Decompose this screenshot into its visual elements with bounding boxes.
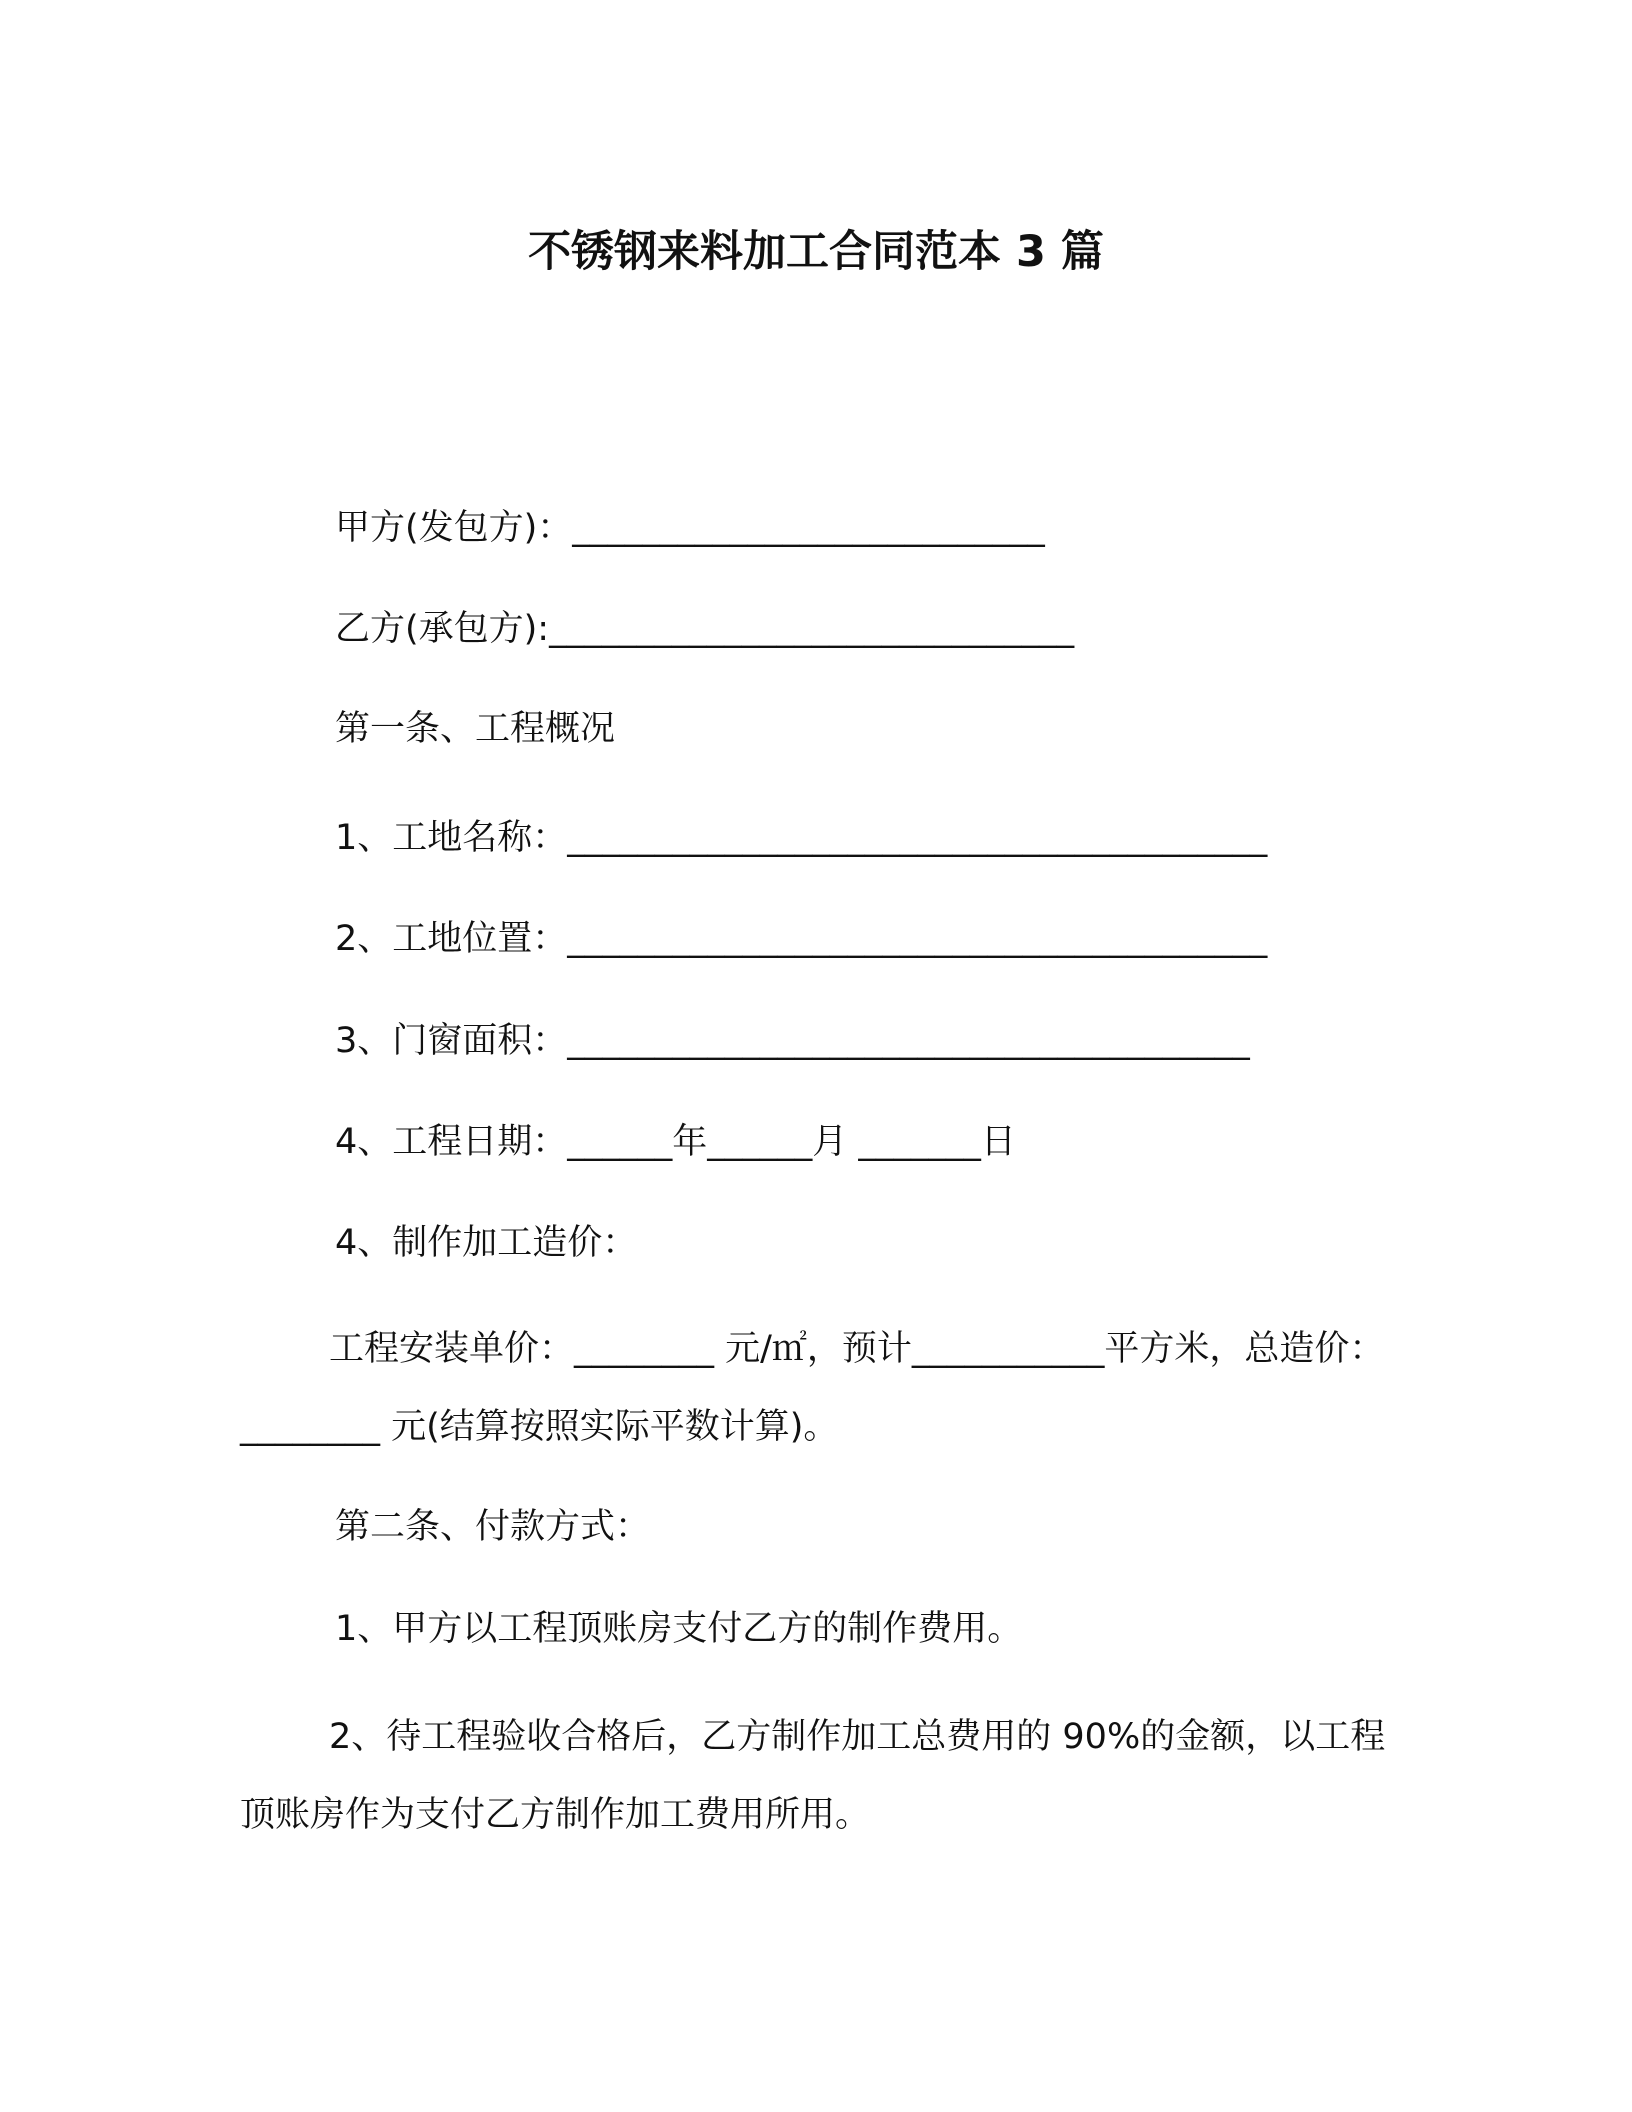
processing-price-heading: 4、制作加工造价： <box>335 1223 638 1263</box>
payment-item-2-paragraph: 2、待工程验收合格后，乙方制作加工总费用的 90%的金额，以工程顶账房作为支付乙方制作加工费用所用。 <box>240 1717 1386 1835</box>
project-date-line: 4、工程日期：______年______月 _______日 <box>335 1122 1016 1162</box>
section-2-heading: 第二条、付款方式： <box>335 1507 651 1547</box>
site-location-line: 2、工地位置：________________________________________ <box>335 919 1268 959</box>
document-title: 不锈钢来料加工合同范本 3 篇 <box>528 227 1104 277</box>
site-name-line: 1、工地名称：________________________________________ <box>335 818 1268 858</box>
section-1-heading: 第一条、工程概况 <box>335 709 616 749</box>
price-paragraph: 工程安装单价：________ 元/㎡，预计___________平方米，总造价：________ 元(结算按照实际平数计算)。 <box>240 1329 1385 1447</box>
payment-item-1: 1、甲方以工程顶账房支付乙方的制作费用。 <box>335 1609 1023 1649</box>
party-b-line: 乙方(承包方):______________________________ <box>335 609 1075 649</box>
window-area-line: 3、门窗面积：_______________________________________ <box>335 1021 1250 1061</box>
party-a-line: 甲方(发包方)：___________________________ <box>335 508 1045 548</box>
